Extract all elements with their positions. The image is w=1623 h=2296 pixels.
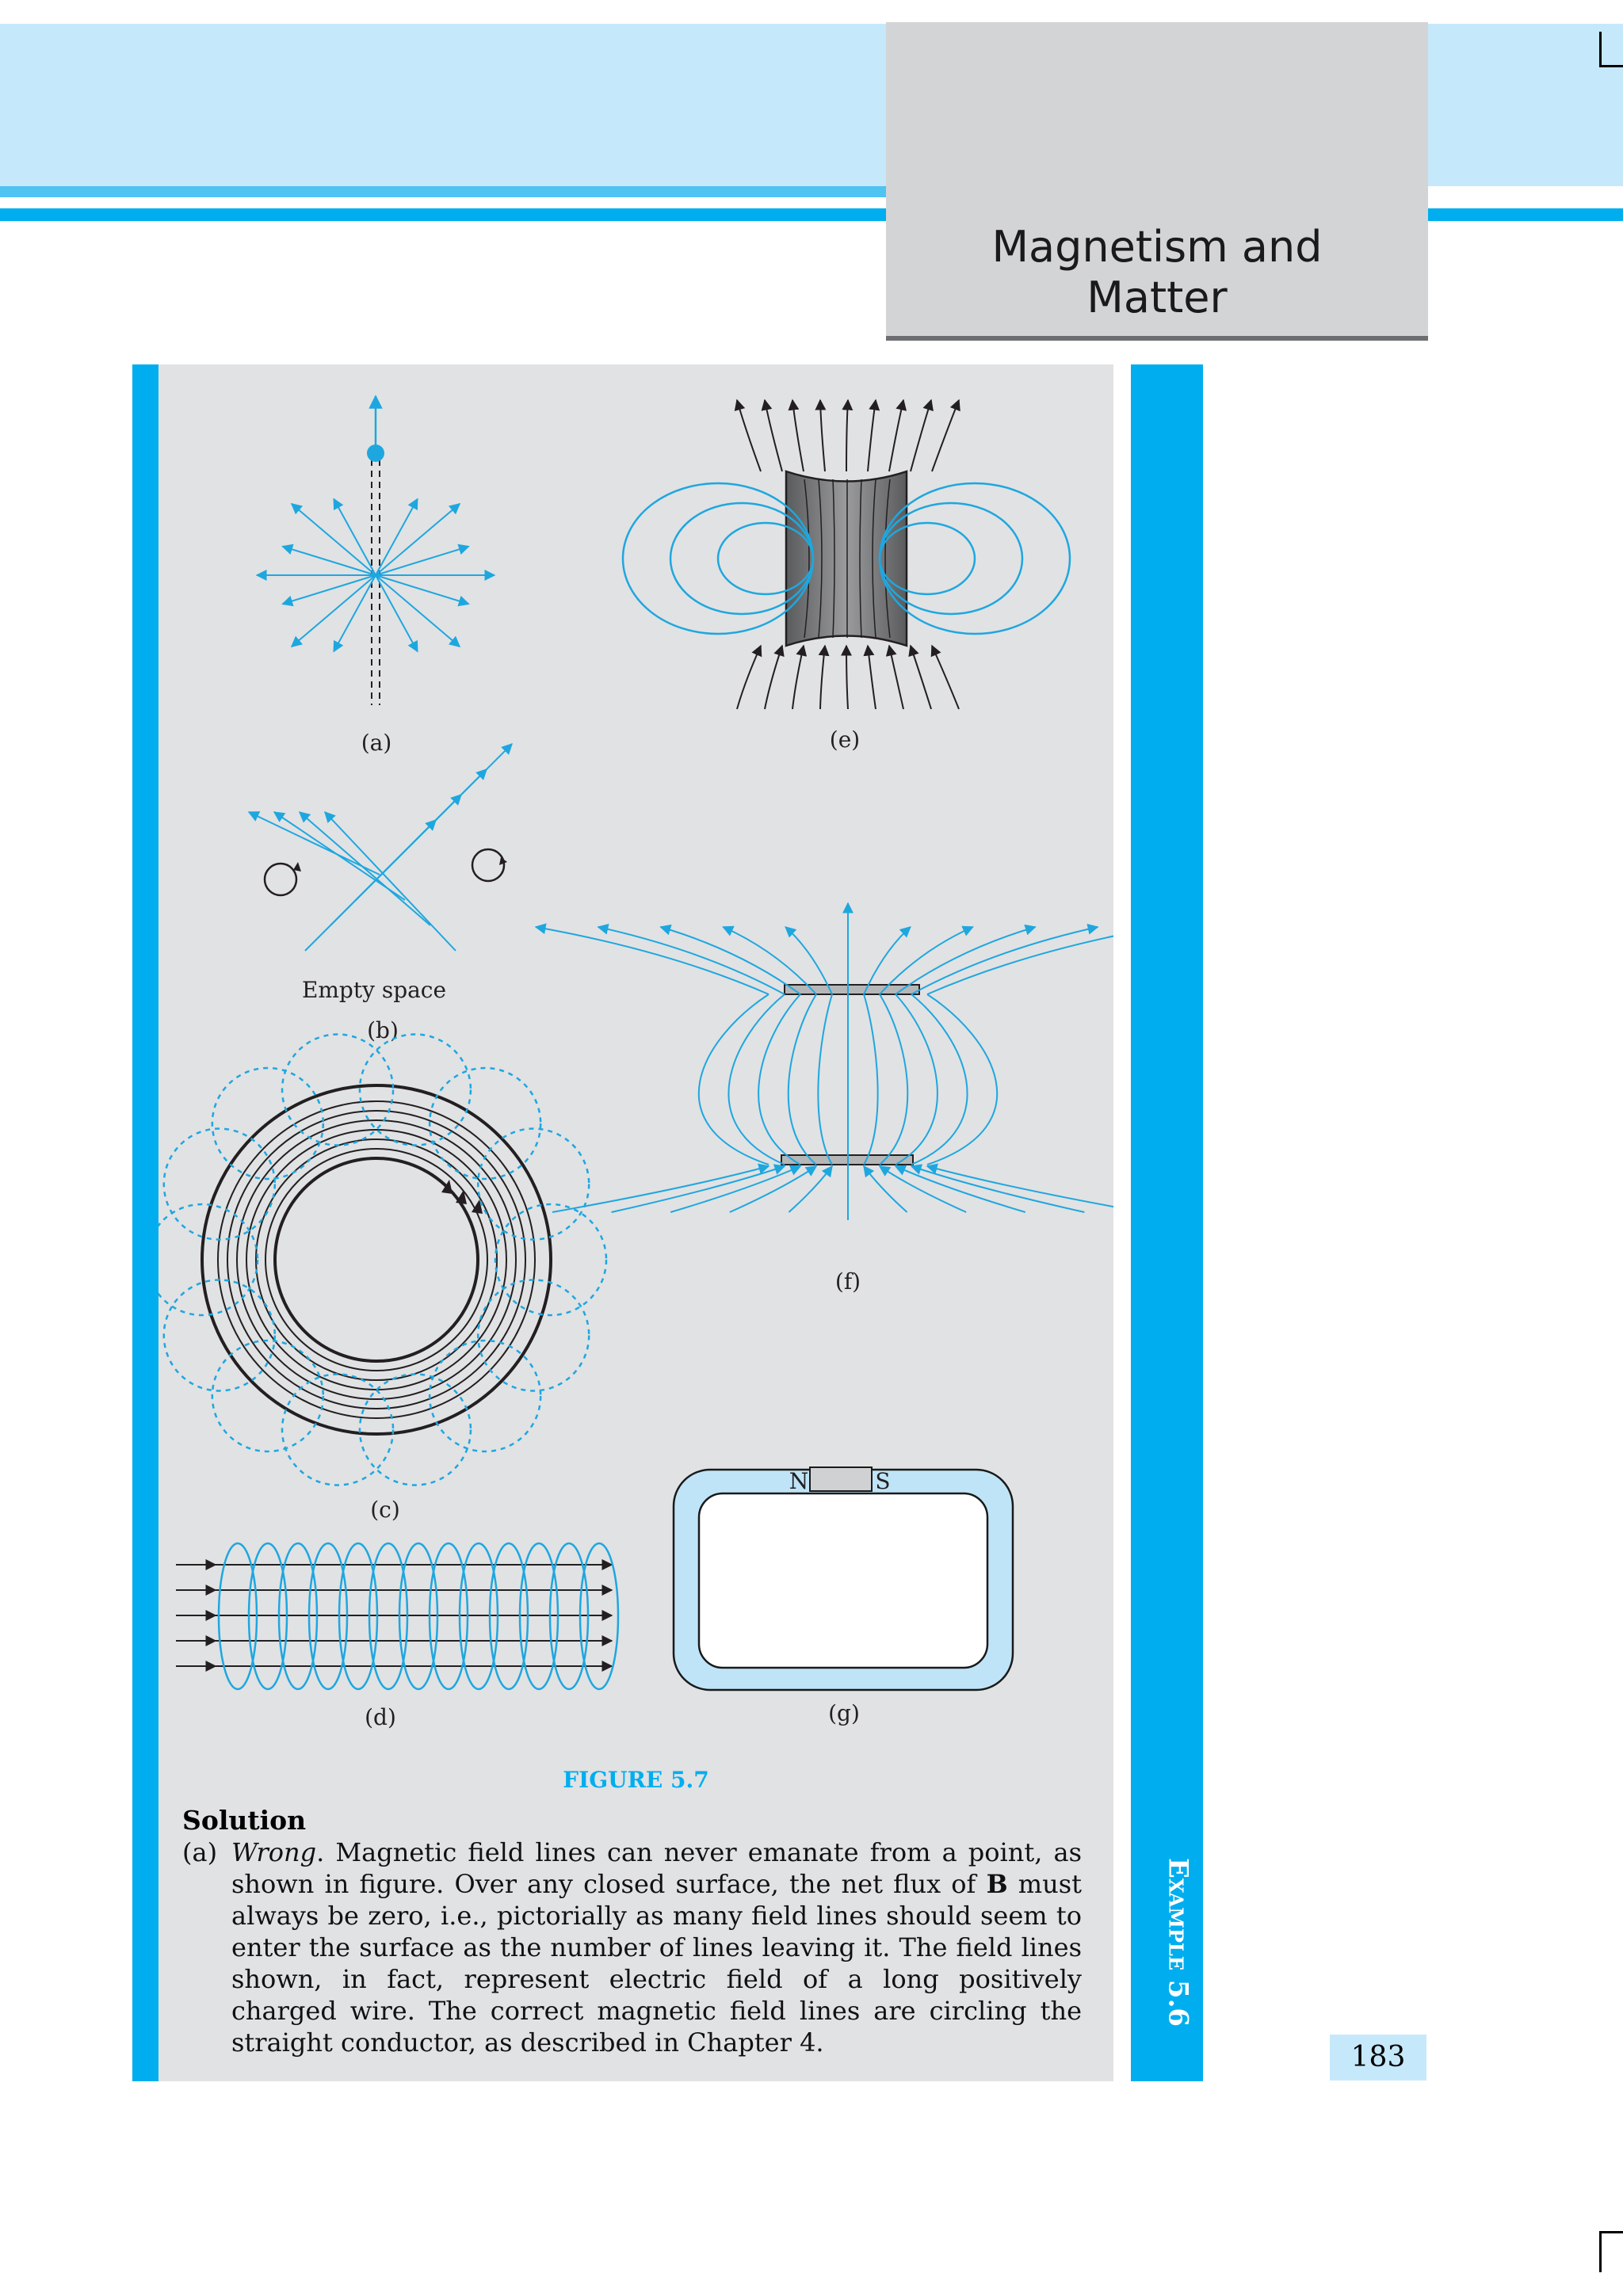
- figure-g-south: S: [875, 1468, 891, 1494]
- figure-f-label: (f): [834, 1268, 861, 1295]
- figure-b-text: Empty space: [301, 977, 447, 1003]
- figure-b-crossing-lines: [249, 744, 512, 951]
- field-line: [536, 927, 769, 994]
- pole-line: [889, 400, 903, 471]
- chapter-title-line2: Matter: [1086, 273, 1228, 322]
- solution-text-1: . Magnetic field lines can never emanate from a point, as shown in figure. Over any closed surface, the net flux of: [231, 1837, 1082, 1899]
- pole-line: [932, 646, 959, 709]
- field-line: [670, 1166, 800, 1212]
- pole-line: [846, 400, 848, 471]
- pole-line: [868, 400, 876, 471]
- figure-a-radial-field: [257, 396, 495, 705]
- pole-line: [765, 646, 782, 709]
- figure-caption: FIGURE 5.7: [563, 1767, 709, 1793]
- pole-line: [889, 646, 903, 709]
- pole-line: [846, 646, 848, 709]
- rotation-circle: [265, 864, 296, 895]
- toroid-winding: [227, 1111, 525, 1409]
- field-line: [818, 994, 832, 1165]
- figure-g-label: (g): [828, 1700, 860, 1726]
- figure-g-north: N: [789, 1468, 809, 1494]
- solution-item: [182, 1836, 1082, 2058]
- solution-item-text: [231, 1836, 1082, 2058]
- field-line: [758, 994, 800, 1165]
- chapter-title-box: [886, 22, 1428, 341]
- chapter-title: [886, 222, 1428, 323]
- crop-mark-top: [1599, 32, 1623, 67]
- plate-top: [785, 985, 919, 994]
- figure-g-magnet-loop: [674, 1467, 1013, 1690]
- figure-d-solenoid: [176, 1543, 618, 1689]
- pole-line: [911, 646, 931, 709]
- figure-a-label: (a): [361, 730, 392, 756]
- field-line: [300, 812, 430, 925]
- figure-d-label: (d): [365, 1704, 396, 1730]
- example-label: Example 5.6: [1162, 1858, 1194, 2027]
- field-line: [789, 1166, 832, 1212]
- rotation-arrow: [293, 862, 301, 871]
- field-line: [249, 812, 380, 875]
- solution-lead: Wrong: [231, 1837, 317, 1867]
- pole-line: [765, 400, 782, 471]
- pole-line: [932, 400, 959, 471]
- figure-b-label: (b): [367, 1017, 399, 1043]
- header-rule-thin: [0, 186, 888, 197]
- field-line: [864, 1166, 907, 1212]
- field-line: [864, 994, 878, 1165]
- field-line: [880, 994, 907, 1165]
- figure-c-label: (c): [370, 1497, 400, 1523]
- pole-line: [792, 646, 804, 709]
- field-line: [896, 994, 938, 1165]
- toroid-winding: [246, 1130, 506, 1390]
- crop-mark-bottom: [1599, 2231, 1623, 2272]
- pole-line: [820, 646, 825, 709]
- figure-c-toroid: [158, 1035, 606, 1486]
- toroid-winding: [265, 1149, 487, 1371]
- field-line: [376, 504, 460, 575]
- chapter-title-line1: Magnetism and: [991, 222, 1323, 272]
- field-line: [381, 744, 512, 875]
- field-line: [612, 1166, 785, 1212]
- toroid-winding: [202, 1085, 551, 1434]
- solution-text-2: must always be zero, i.e., pictorially as many field lines should seem to enter the surface as the number of lines leaving it. The field lines shown, in fact, represent electric field of a long positively charged wire. The correct magnetic field lines are circling the straight conductor, as described in Chapter 4.: [231, 1869, 1083, 2058]
- field-line: [292, 575, 376, 646]
- solution-item-marker: (a): [182, 1837, 218, 1867]
- pole-line: [792, 400, 804, 471]
- charge-dot: [367, 444, 384, 462]
- solution-bold-symbol: B: [986, 1869, 1008, 1899]
- page-number: 183: [1330, 2035, 1426, 2081]
- pole-line: [820, 400, 825, 471]
- field-line: [789, 994, 816, 1165]
- field-line: [927, 927, 1113, 994]
- pole-line: [868, 646, 876, 709]
- example-side-bar: [1131, 364, 1203, 2081]
- figure-5-7: [158, 364, 1113, 1759]
- field-line: [376, 575, 460, 646]
- pole-line: [737, 646, 761, 709]
- figure-f-plates-field: [536, 903, 1113, 1220]
- solution-heading: Solution: [182, 1805, 307, 1836]
- pole-line: [911, 400, 931, 471]
- example-left-bar: [132, 364, 158, 2081]
- pole-line: [737, 400, 761, 471]
- field-line: [896, 1166, 1025, 1212]
- toroid-winding: [237, 1120, 516, 1399]
- field-line: [292, 504, 376, 575]
- field-line: [911, 1166, 1084, 1212]
- field-line: [325, 812, 456, 951]
- figure-e-label: (e): [829, 727, 861, 753]
- figure-e-bar-magnet: [623, 400, 1070, 709]
- toroid-winding: [256, 1139, 497, 1380]
